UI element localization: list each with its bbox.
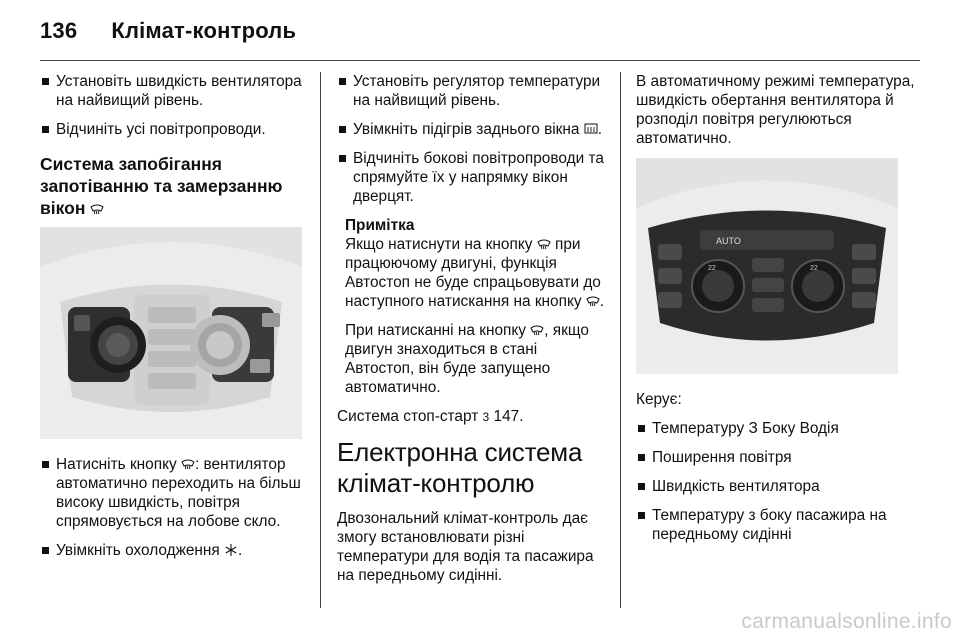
note-text: при працюючому двигуні, функція Автостоп не буде спрацьовувати до наступного натискання на кнопку: [345, 236, 601, 310]
list-item-text: Увімкніть охолодження: [56, 542, 220, 559]
rear-window-heater-icon: [584, 122, 598, 136]
controls-label: Керує:: [636, 391, 682, 408]
cross-reference: [337, 407, 609, 427]
note-text: .: [599, 293, 605, 310]
note-paragraph: [337, 235, 609, 311]
page-number: 136: [40, 18, 78, 43]
windshield-defrost-icon: [530, 323, 544, 337]
column-2: [337, 72, 609, 595]
list-item-text: .: [597, 121, 603, 138]
list-item: [40, 455, 305, 531]
page-ref-arrow-icon: 3: [482, 410, 490, 424]
list-item: Температуру З Боку Водія: [636, 419, 920, 438]
cross-reference-text: Система стоп-старт: [337, 408, 479, 425]
climate-control-photo-1: [40, 227, 302, 439]
intro-paragraph: Двозональний клімат-контроль дає змогу встановлювати різні температури для водія та пасажира на передньому сидінні.: [337, 510, 594, 584]
note-heading: Примітка: [345, 217, 415, 234]
note-text: При натисканні на кнопку: [345, 322, 526, 339]
cross-reference-page: 147.: [493, 408, 524, 425]
right-temp-label: 22: [810, 265, 818, 272]
climate-control-photo-2: [636, 158, 898, 374]
snowflake-icon: [224, 543, 238, 557]
page-header: [40, 18, 296, 44]
list-item-text: : вентилятор автоматично переходить на більш високу швидкість, повітря спрямовується на лобове скло.: [56, 456, 301, 530]
list-item: Установіть регулятор температури на найвищий рівень.: [337, 72, 609, 110]
note-paragraph: [337, 321, 609, 397]
section-heading: [40, 153, 305, 219]
section-title: Електронна система клімат-контролю: [337, 437, 583, 498]
control-panel-illustration: [636, 158, 898, 374]
windshield-defrost-icon: [181, 457, 195, 471]
note-text: Якщо натиснути на кнопку: [345, 236, 533, 253]
windshield-defrost-icon: [90, 202, 104, 216]
watermark: carmanualsonline.info: [741, 610, 952, 633]
auto-label: AUTO: [716, 236, 741, 246]
column-3: [636, 72, 920, 554]
left-temp-label: 22: [708, 265, 716, 272]
page-title: Клімат-контроль: [111, 18, 297, 43]
windshield-defrost-icon: [537, 237, 551, 251]
column-divider: [320, 72, 321, 608]
list-item-text: .: [238, 542, 243, 559]
list-item: Відчиніть усі повітропроводи.: [40, 120, 305, 139]
list-item-text: Натисніть кнопку: [56, 456, 177, 473]
intro-paragraph: В автоматичному режимі температура, швидкість обертання вентилятора й розподіл повітря регулюються автоматично.: [636, 73, 915, 147]
control-panel-illustration: [40, 227, 302, 439]
list-item: Швидкість вентилятора: [636, 477, 920, 496]
list-item: [40, 541, 305, 560]
column-1: [40, 72, 305, 570]
section-heading-text: Система запобігання запотіванню та замерзанню вікон: [40, 154, 283, 218]
list-item: [337, 120, 609, 139]
list-item: Поширення повітря: [636, 448, 920, 467]
column-divider: [620, 72, 621, 608]
note-text: , якщо двигун знаходиться в стані Автостоп, він буде запущено автоматично.: [345, 322, 589, 396]
list-item: Установіть швидкість вентилятора на найвищий рівень.: [40, 72, 305, 110]
header-rule: [40, 60, 920, 61]
windshield-defrost-icon: [586, 294, 600, 308]
list-item: Температуру з боку пасажира на передньому сидінні: [636, 506, 920, 544]
list-item: Відчиніть бокові повітропроводи та спрямуйте їх у напрямку вікон дверцят.: [337, 149, 609, 206]
list-item-text: Увімкніть підігрів заднього вікна: [353, 121, 580, 138]
